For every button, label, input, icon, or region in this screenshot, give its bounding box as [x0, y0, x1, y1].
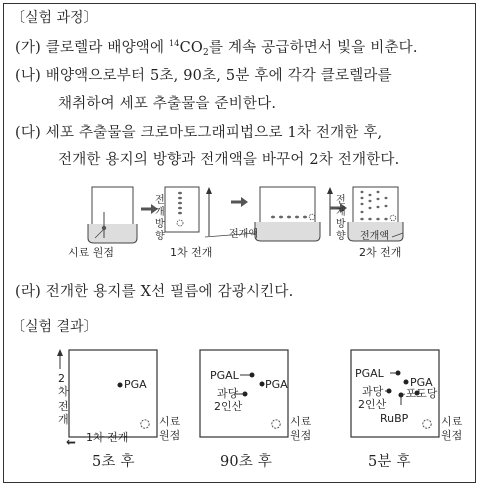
pga-spot — [404, 380, 409, 385]
step-ra-marker: (라) — [15, 284, 41, 300]
sample-origin-label: 시료 원점 — [68, 246, 115, 259]
direction-char: 향 — [155, 231, 165, 242]
step-da-line2: 전개한 용지의 방향과 전개액을 바꾸어 2차 전개한다. — [58, 152, 400, 168]
bisphosphate-label: 2인산 — [214, 400, 243, 413]
pgal-spot — [396, 371, 401, 376]
arrow-up-icon — [206, 187, 212, 194]
step-da-text1: 세포 추출물을 크로마토그래피법으로 1차 전개한 후, — [45, 125, 383, 141]
step-na-line2: 채취하여 세포 추출물을 준비한다. — [58, 96, 277, 112]
panel-caption: 5초 후 — [92, 454, 135, 470]
step-ga-post: 를 계속 공급하면서 빛을 비춘다. — [208, 40, 418, 56]
fructose-bisphosphate-spot — [243, 392, 248, 397]
panel-caption: 90초 후 — [220, 454, 273, 470]
pgal-spot — [250, 373, 255, 378]
fructose-label: 과당 — [362, 385, 384, 398]
direction-char: 방 — [155, 219, 165, 230]
pga-label: PGA — [124, 378, 147, 391]
co-formula: CO — [179, 40, 203, 56]
arrow-right-icon — [241, 197, 248, 207]
solvent-label-1: 전개액 — [229, 229, 258, 240]
direction-char: 향 — [336, 231, 346, 242]
tank-2 — [255, 187, 320, 241]
arrow-up-icon — [327, 187, 333, 194]
panel-caption: 5분 후 — [368, 454, 411, 470]
glucose-label: –포도당 — [400, 387, 438, 400]
solvent-label-2: 전개액 — [360, 231, 389, 242]
origin-label-1: 시료 — [290, 415, 312, 428]
pgal-label: PGAL — [355, 367, 384, 380]
step-da-marker: (다) — [15, 125, 41, 141]
step-na-text1: 배양액으로부터 5초, 90초, 5분 후에 각각 클로렐라를 — [45, 68, 392, 84]
pgal-label: PGAL — [210, 369, 239, 382]
pga-label: PGA — [265, 378, 288, 391]
arrow-up-icon — [57, 349, 63, 356]
origin-label-1: 시료 — [441, 415, 463, 428]
rubp-label: RuBP — [380, 412, 409, 425]
origin-label-2: 원점 — [441, 429, 463, 442]
step-ga-marker: (가) — [15, 40, 41, 56]
x-axis-label: 1차 전개 — [86, 431, 129, 444]
first-dev-label: 1차 전개 — [170, 246, 213, 259]
direction-char: 전 — [155, 195, 165, 206]
step-ra-text: 전개한 용지를 X선 필름에 감광시킨다. — [45, 284, 294, 300]
y-axis-char: 차 — [58, 385, 69, 398]
step-ga-pre: 클로렐라 배양액에 — [45, 40, 170, 56]
co-subscript: 2 — [203, 48, 209, 58]
origin-label-2: 원점 — [290, 429, 312, 442]
sample-spot — [102, 226, 106, 230]
y-axis-char: 전 — [58, 400, 69, 413]
panel-5s-paper — [69, 350, 157, 437]
fructose-bisphosphate-spot — [387, 389, 392, 394]
step-da-line1 — [15, 126, 382, 141]
results-heading: 〔실험 결과〕 — [11, 319, 98, 335]
second-dev-label: 2차 전개 — [359, 246, 402, 259]
step-ga — [15, 40, 418, 58]
direction-char: 개 — [155, 207, 165, 218]
direction-char: 방 — [336, 219, 346, 230]
isotope-number: 14 — [169, 39, 180, 48]
pga-spot — [260, 382, 265, 387]
pga-label: PGA — [410, 376, 433, 389]
bisphosphate-label: 2인산 — [358, 398, 387, 411]
tank-1 — [88, 187, 137, 243]
arrow-left-icon: ← — [66, 435, 77, 449]
glucose-label-text: 포도당 — [405, 387, 438, 400]
direction-char: 전 — [336, 195, 346, 206]
paper-first-dev — [165, 187, 199, 232]
y-axis-char: 개 — [58, 413, 69, 426]
fructose-label: 과당 — [217, 387, 239, 400]
step-ra — [15, 285, 293, 300]
step-na-line1 — [15, 69, 392, 84]
origin-label-1: 시료 — [159, 415, 181, 428]
procedure-heading: 〔실험 과정〕 — [11, 10, 98, 26]
pga-spot — [118, 383, 123, 388]
origin-label-2: 원점 — [159, 429, 181, 442]
step-na-marker: (나) — [15, 68, 41, 84]
direction-char: 개 — [336, 207, 346, 218]
y-axis-char: 2 — [58, 372, 65, 385]
